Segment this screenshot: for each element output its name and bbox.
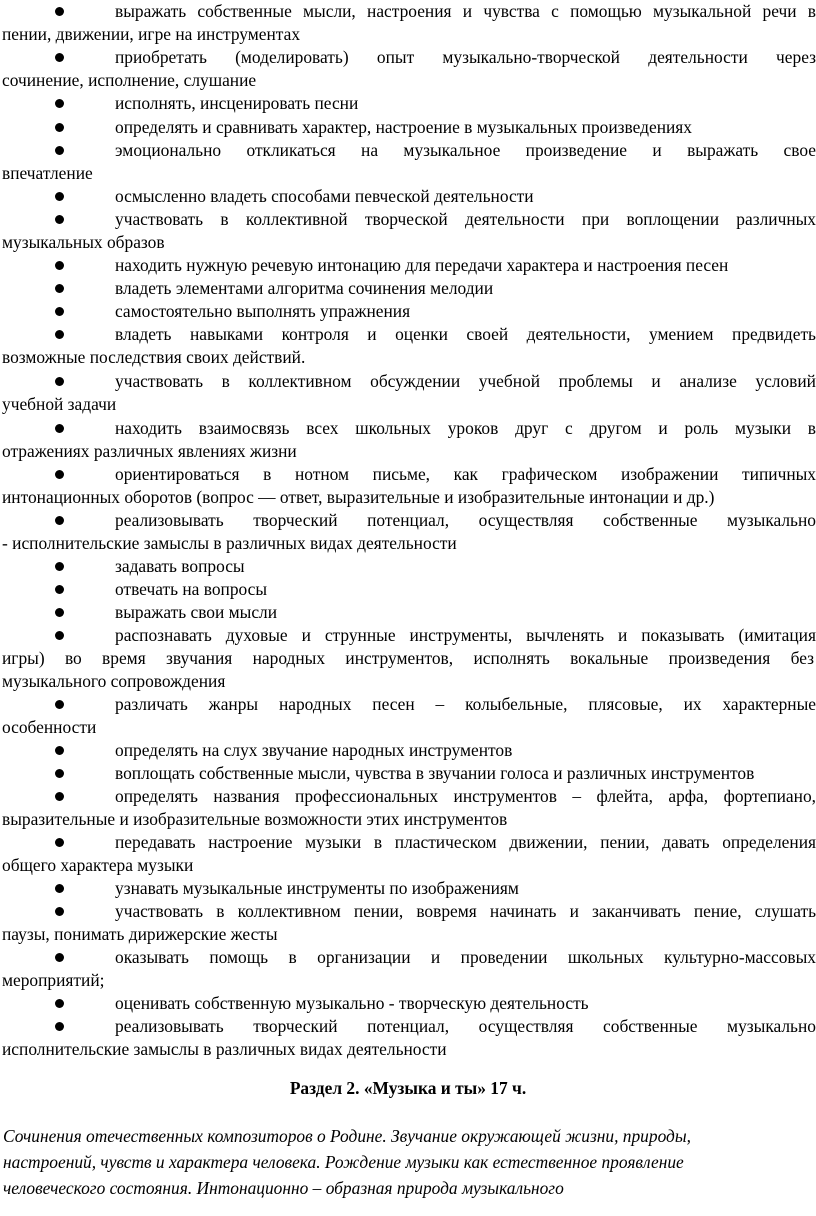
- list-item-line: находить нужную речевую интонацию для передачи характера и настроения песен: [115, 255, 729, 275]
- list-item-line: воплощать собственные мысли, чувства в звучании голоса и различных инструментов: [115, 763, 755, 783]
- list-item: [0, 463, 816, 509]
- list-item-line: возможные последствия своих действий.: [2, 347, 306, 367]
- list-item: [0, 739, 816, 762]
- bullet-icon: [55, 261, 64, 270]
- list-item-line: реализовывать творческий потенциал, осуществляя собственные музыкально: [115, 510, 816, 530]
- list-item: [0, 254, 816, 277]
- list-item-line: узнавать музыкальные инструменты по изображениям: [115, 878, 519, 898]
- list-item-line: игры) во время звучания народных инструментов, исполнять вокальные произведения без: [2, 648, 814, 668]
- list-item: [0, 0, 816, 46]
- list-item: [0, 185, 816, 208]
- bullet-icon: [55, 215, 64, 224]
- list-item: [0, 509, 816, 555]
- list-item-line: отвечать на вопросы: [115, 579, 268, 599]
- bullet-icon: [55, 769, 64, 778]
- list-item: [0, 92, 816, 115]
- list-item-line: выражать свои мысли: [115, 602, 278, 622]
- list-item: [0, 417, 816, 463]
- list-item-line: пении, движении, игре на инструментах: [2, 24, 301, 44]
- bullet-icon: [55, 424, 64, 433]
- list-item-line: впечатление: [2, 163, 93, 183]
- bullet-icon: [55, 377, 64, 386]
- bullet-icon: [55, 746, 64, 755]
- list-item-line: распознавать духовые и струнные инструменты, вычленять и показывать (имитация: [115, 625, 816, 645]
- bullet-icon: [55, 53, 64, 62]
- list-item: [0, 555, 816, 578]
- list-item-line: исполнительские замыслы в различных видах деятельности: [2, 1039, 447, 1059]
- list-item-line: учебной задачи: [2, 394, 117, 414]
- list-item-line: особенности: [2, 717, 97, 737]
- bullet-icon: [55, 585, 64, 594]
- list-item: [0, 785, 816, 831]
- list-item: [0, 601, 816, 624]
- bullet-icon: [55, 284, 64, 293]
- list-item-line: участвовать в коллективной творческой деятельности при воплощении различных: [115, 209, 816, 229]
- list-item: [0, 900, 816, 946]
- bullet-icon: [55, 307, 64, 316]
- list-item: [0, 208, 816, 254]
- intro-line: человеческого состояния. Интонационно – образная природа музыкального: [3, 1178, 564, 1198]
- bullet-icon: [55, 631, 64, 640]
- bullet-icon: [55, 1022, 64, 1031]
- list-item-line: исполнять, инсценировать песни: [115, 93, 359, 113]
- list-item-line: сочинение, исполнение, слушание: [2, 70, 257, 90]
- bullet-icon: [55, 953, 64, 962]
- bullet-icon: [55, 330, 64, 339]
- list-item: [0, 831, 816, 877]
- list-item: [0, 693, 816, 739]
- list-item: [0, 300, 816, 323]
- list-item: [0, 370, 816, 416]
- list-item-line: ориентироваться в нотном письме, как графическом изображении типичных: [115, 464, 816, 484]
- list-item-line: паузы, понимать дирижерские жесты: [2, 924, 278, 944]
- list-item-line: оказывать помощь в организации и проведении школьных культурно-массовых: [115, 947, 816, 967]
- intro-line: настроений, чувств и характера человека. Рождение музыки как естественное проявление: [3, 1152, 684, 1172]
- list-item-line: определять и сравнивать характер, настроение в музыкальных произведениях: [115, 117, 692, 137]
- list-item: [0, 139, 816, 185]
- list-item-line: владеть навыками контроля и оценки своей деятельности, умением предвидеть: [115, 324, 816, 344]
- list-item: [0, 116, 816, 139]
- list-item: [0, 762, 816, 785]
- section-intro-paragraph: [0, 1123, 816, 1201]
- list-item-line: осмысленно владеть способами певческой деятельности: [115, 186, 534, 206]
- bullet-icon: [55, 838, 64, 847]
- section-heading: Раздел 2. «Музыка и ты» 17 ч.: [289, 1078, 527, 1098]
- list-item: [0, 46, 816, 92]
- list-item-line: оценивать собственную музыкально - творческую деятельность: [115, 993, 589, 1013]
- bullet-icon: [55, 516, 64, 525]
- list-item: [0, 624, 816, 693]
- bullet-icon: [55, 700, 64, 709]
- list-item-line: интонационных оборотов (вопрос — ответ, выразительные и изобразительные интонации и др.): [2, 487, 715, 507]
- list-item: [0, 992, 816, 1015]
- list-item-line: определять на слух звучание народных инструментов: [115, 740, 513, 760]
- list-item-line: передавать настроение музыки в пластическом движении, пении, давать определения: [115, 832, 816, 852]
- list-item: [0, 323, 816, 369]
- list-item: [0, 277, 816, 300]
- list-item-line: определять названия профессиональных инструментов – флейта, арфа, фортепиано,: [115, 786, 816, 806]
- list-item-line: музыкальных образов: [2, 232, 165, 252]
- bullet-icon: [55, 884, 64, 893]
- list-item-line: различать жанры народных песен – колыбельные, плясовые, их характерные: [115, 694, 816, 714]
- bullet-icon: [55, 999, 64, 1008]
- intro-line: Сочинения отечественных композиторов о Родине. Звучание окружающей жизни, природы,: [3, 1126, 691, 1146]
- bullet-icon: [55, 7, 64, 16]
- list-item-line: самостоятельно выполнять упражнения: [115, 301, 411, 321]
- list-item: [0, 946, 816, 992]
- bullet-icon: [55, 146, 64, 155]
- bullet-icon: [55, 192, 64, 201]
- list-item-line: задавать вопросы: [115, 556, 245, 576]
- list-item-line: выражать собственные мысли, настроения и чувства с помощью музыкальной речи в: [115, 1, 816, 21]
- list-item-line: выразительные и изобразительные возможности этих инструментов: [2, 809, 508, 829]
- list-item-line: - исполнительские замыслы в различных видах деятельности: [2, 533, 457, 553]
- list-item-line: владеть элементами алгоритма сочинения мелодии: [115, 278, 494, 298]
- list-item-line: музыкального сопровождения: [2, 671, 226, 691]
- list-item-line: мероприятий;: [2, 970, 105, 990]
- list-item-line: общего характера музыки: [2, 855, 194, 875]
- bullet-icon: [55, 470, 64, 479]
- list-item-line: находить взаимосвязь всех школьных уроков друг с другом и роль музыки в: [115, 418, 816, 438]
- bullet-icon: [55, 907, 64, 916]
- list-item: [0, 1015, 816, 1061]
- bullet-icon: [55, 792, 64, 801]
- list-item-line: приобретать (моделировать) опыт музыкально-творческой деятельности через: [115, 47, 816, 67]
- list-item: [0, 578, 816, 601]
- list-item: [0, 877, 816, 900]
- list-item-line: участвовать в коллективном пении, вовремя начинать и заканчивать пение, слушать: [115, 901, 816, 921]
- list-item-line: отражениях различных явлениях жизни: [2, 441, 297, 461]
- list-item-line: участвовать в коллективном обсуждении учебной проблемы и анализе условий: [115, 371, 816, 391]
- bullet-icon: [55, 123, 64, 132]
- list-item-line: реализовывать творческий потенциал, осуществляя собственные музыкально: [115, 1016, 816, 1036]
- bullet-icon: [55, 99, 64, 108]
- list-item-line: эмоционально откликаться на музыкальное произведение и выражать свое: [115, 140, 816, 160]
- bullet-icon: [55, 608, 64, 617]
- bullet-icon: [55, 562, 64, 571]
